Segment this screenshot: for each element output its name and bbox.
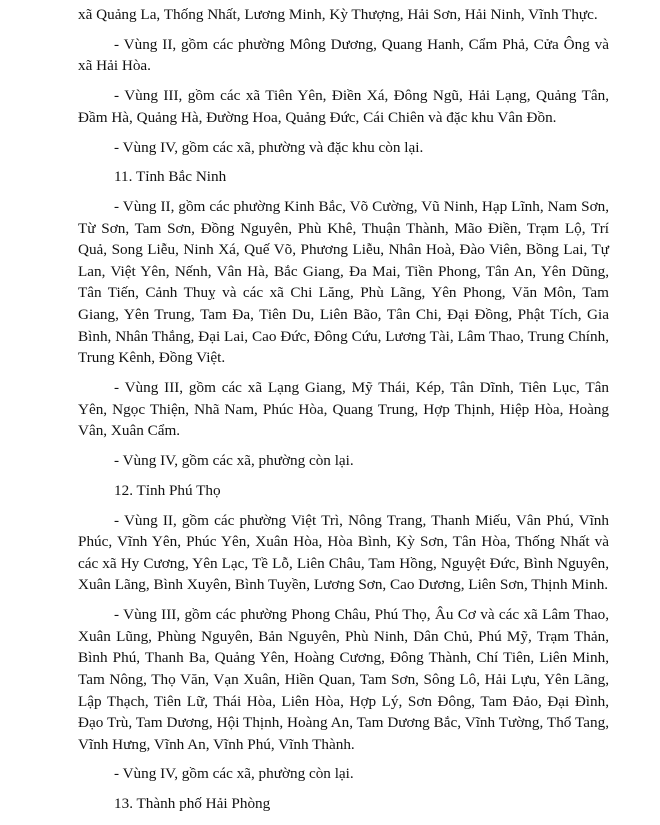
quang-ninh-zone-4: - Vùng IV, gồm các xã, phường và đặc khu còn lại. xyxy=(114,138,424,156)
bac-ninh-zone-4: - Vùng IV, gồm các xã, phường còn lại. xyxy=(114,452,354,469)
section-heading-phu-tho: 12. Tỉnh Phú Thọ xyxy=(114,481,221,499)
quang-ninh-zone-2: - Vùng II, gồm các phường Mông Dương, Quang Hanh, Cẩm Phả, Cửa Ông và xã Hải Hòa. xyxy=(78,35,609,75)
section-heading-hai-phong: 13. Thành phố Hải Phòng xyxy=(114,795,271,813)
quang-ninh-zone-3: - Vùng III, gồm các xã Tiên Yên, Điền Xá, Đông Ngũ, Hải Lạng, Quảng Tân, Đầm Hà, Quảng Hà, Đường Hoa, Quảng Đức, Cái Chiên và đặc khu Vân Đồn. xyxy=(78,87,609,126)
section-heading-bac-ninh: 11. Tỉnh Bắc Ninh xyxy=(114,168,227,186)
bac-ninh-zone-2: - Vùng II, gồm các phường Kinh Bắc, Võ Cường, Vũ Ninh, Hạp Lĩnh, Nam Sơn, Từ Sơn, Tam Sơn, Đồng Nguyên, Phù Khê, Thuận Thành, Mão Điền, Trạm Lộ, Trí Quả, Song Liễu, Ninh Xá, Quế Võ, Phương Liễu, Nhân Hoà, Đào Viên, Bồng Lai, Tự Lan, Việt Yên, Nếnh, Vân Hà, Bắc Giang, Đa Mai, Tiền Phong, Tân An, Yên Dũng, Tân Tiến, Cảnh Thuỵ và các xã Chi Lăng, Phù Lãng, Yên Phong, Văn Môn, Tam Giang, Yên Trung, Tam Đa, Tiên Du, Liên Bão, Tân Chi, Đại Đồng, Phật Tích, Gia Bình, Nhân Thắng, Đại Lai, Cao Đức, Đông Cứu, Lương Tài, Lâm Thao, Trung Chính, Trung Kênh, Đồng Việt. xyxy=(78,198,609,367)
phu-tho-zone-4: - Vùng IV, gồm các xã, phường còn lại. xyxy=(114,765,354,783)
bac-ninh-zone-3: - Vùng III, gồm các xã Lạng Giang, Mỹ Thái, Kép, Tân Dĩnh, Tiên Lục, Tân Yên, Ngọc Thiện, Nhã Nam, Phúc Hòa, Quang Trung, Hợp Thịnh, Hiệp Hòa, Hoàng Vân, Xuân Cẩm. xyxy=(78,379,609,440)
document-body xyxy=(78,4,609,815)
phu-tho-zone-3: - Vùng III, gồm các phường Phong Châu, Phú Thọ, Âu Cơ và các xã Lâm Thao, Xuân Lũng, Phùng Nguyên, Bản Nguyên, Phù Ninh, Dân Chủ, Phú Mỹ, Trạm Thản, Bình Phú, Thanh Ba, Quảng Yên, Hoàng Cương, Đông Thành, Chí Tiên, Liên Minh, Tam Nông, Thọ Văn, Vạn Xuân, Hiền Quan, Tam Sơn, Sông Lô, Hải Lựu, Yên Lãng, Lập Thạch, Tiên Lữ, Thái Hòa, Liên Hòa, Hợp Lý, Sơn Đông, Tam Đảo, Đại Đình, Đạo Trù, Tam Dương, Hội Thịnh, Hoàng An, Tam Dương Bắc, Vĩnh Tường, Thổ Tang, Vĩnh Hưng, Vĩnh An, Vĩnh Phú, Vĩnh Thành. xyxy=(78,606,609,753)
quang-ninh-zone-1-continuation: xã Quảng La, Thống Nhất, Lương Minh, Kỳ Thượng, Hải Sơn, Hải Ninh, Vĩnh Thực. xyxy=(78,6,598,23)
phu-tho-zone-2: - Vùng II, gồm các phường Việt Trì, Nông Trang, Thanh Miếu, Vân Phú, Vĩnh Phúc, Vĩnh Yên, Phúc Yên, Xuân Hòa, Hòa Bình, Kỳ Sơn, Tân Hòa, Thống Nhất và các xã Hy Cương, Yên Lạc, Tề Lỗ, Liên Châu, Tam Hồng, Nguyệt Đức, Bình Nguyên, Xuân Lãng, Bình Xuyên, Bình Tuyền, Lương Sơn, Cao Dương, Liên Sơn, Thịnh Minh. xyxy=(78,511,609,594)
